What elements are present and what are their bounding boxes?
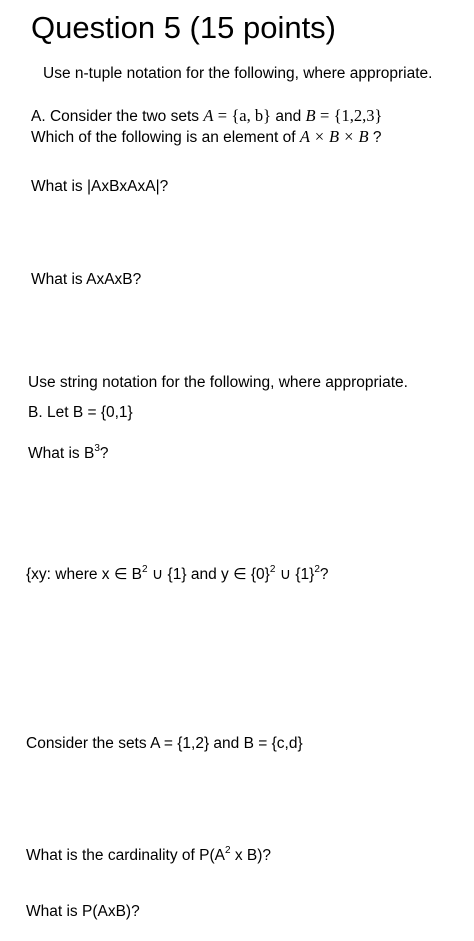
consider-sets-line: Consider the sets A = {1,2} and B = {c,d} (26, 735, 303, 752)
b-cubed-exponent: 3 (94, 442, 100, 454)
part-b-let-line (28, 405, 133, 421)
set-a-name: A (203, 106, 214, 125)
xy-exponent-3: 2 (314, 563, 320, 575)
element-question-mark: ? (372, 129, 382, 146)
cardinality-text: What is the cardinality of P(A (26, 847, 225, 864)
cartesian-product: A × B × B (299, 127, 369, 146)
xy-text-2: ∪ {1} and y ∈ {0} (151, 566, 270, 583)
set-a-value: {a, b} (231, 106, 272, 125)
part-b-let-text: Let B = {0,1} (46, 404, 133, 421)
part-a-element-question (31, 129, 381, 146)
string-instruction: Use string notation for the following, where appropriate. (28, 374, 408, 391)
power-set-cardinality-question (26, 844, 272, 864)
ntuple-instruction: Use n-tuple notation for the following, where appropriate. (43, 65, 433, 82)
xy-set-question (26, 563, 329, 583)
b-cubed-question (28, 442, 109, 462)
part-a-label: A. (31, 108, 46, 125)
set-b-name: B (305, 106, 316, 125)
xy-text-1: {xy: where x ∈ B (26, 566, 143, 583)
and-text: and (275, 108, 302, 125)
xy-text-4: ? (319, 566, 329, 583)
power-set-question: What is P(AxB)? (26, 903, 140, 920)
part-a-sets-line (31, 108, 382, 125)
equals-sign-b: = (319, 106, 330, 125)
part-b-label: B. (28, 404, 43, 421)
xy-text-3: ∪ {1} (279, 566, 315, 583)
set-b-value: {1,2,3} (333, 106, 383, 125)
axaxb-question: What is AxAxB? (31, 271, 142, 288)
xy-exponent-2: 2 (269, 563, 276, 575)
xy-exponent-1: 2 (142, 563, 148, 575)
equals-sign-a: = (217, 106, 228, 125)
b-cubed-text: What is B (28, 445, 95, 462)
element-prompt-text: Which of the following is an element of (31, 129, 296, 146)
cardinality-question: What is |AxBxAxA|? (31, 178, 169, 195)
b-cubed-qmark: ? (99, 445, 109, 462)
question-title: Question 5 (15 points) (31, 10, 337, 45)
cardinality-exponent: 2 (225, 844, 231, 856)
part-a-consider-text: Consider the two sets (49, 108, 200, 125)
cardinality-text-end: x B)? (234, 847, 272, 864)
